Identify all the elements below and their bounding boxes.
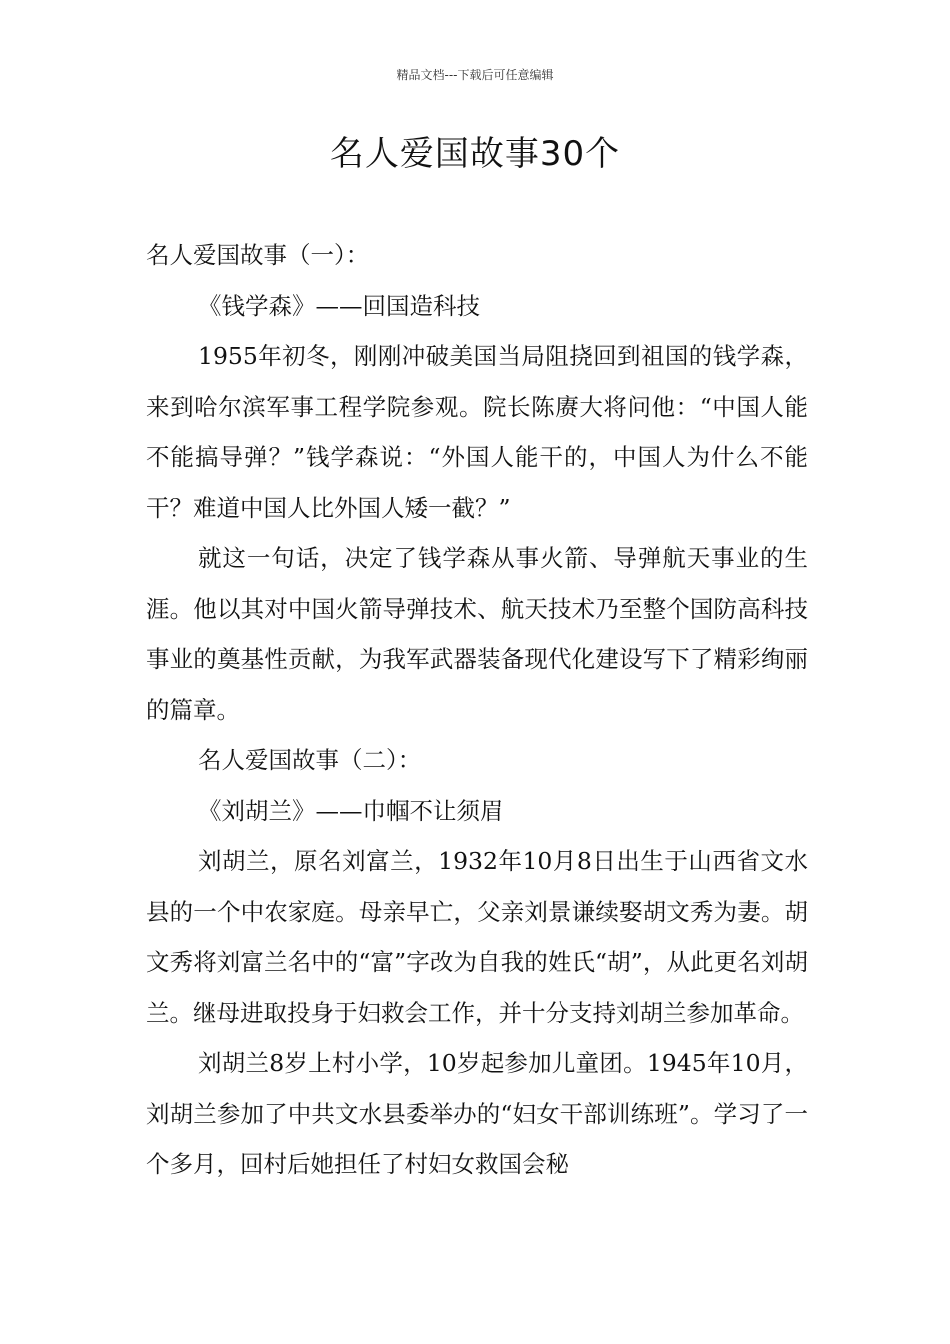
page-header-note: 精品文档---下载后可任意编辑 bbox=[396, 68, 554, 82]
section-heading-1: 名人爱国故事（一）： bbox=[146, 241, 370, 269]
document-title: 名人爱国故事30个 bbox=[329, 134, 621, 174]
document-body bbox=[146, 230, 808, 1190]
story-title-1: 《钱学森》——回国造科技 bbox=[198, 291, 480, 320]
story-paragraph: 刘胡兰8岁上村小学，10岁起参加儿童团。1945年10月，刘胡兰参加了中共文水县委举办的“妇女干部训练班”。学习了一个多月，回村后她担任了村妇女救国会秘 bbox=[146, 1049, 808, 1178]
story-paragraph: 1955年初冬，刚刚冲破美国当局阻挠回到祖国的钱学森，来到哈尔滨军事工程学院参观。院长陈赓大将问他：“中国人能不能搞导弹？”钱学森说：“外国人能干的，中国人为什么不能干？难道中国人比外国人矮一截？” bbox=[146, 342, 808, 522]
story-title-2: 《刘胡兰》——巾帼不让须眉 bbox=[198, 796, 504, 825]
story-paragraph: 刘胡兰，原名刘富兰，1932年10月8日出生于山西省文水县的一个中农家庭。母亲早亡，父亲刘景谦续娶胡文秀为妻。胡文秀将刘富兰名中的“富”字改为自我的姓氏“胡”，从此更名刘胡兰。继母进取投身于妇救会工作，并十分支持刘胡兰参加革命。 bbox=[146, 847, 808, 1027]
section-heading-2: 名人爱国故事（二）： bbox=[198, 746, 422, 774]
story-paragraph: 就这一句话，决定了钱学森从事火箭、导弹航天事业的生涯。他以其对中国火箭导弹技术、航天技术乃至整个国防高科技事业的奠基性贡献，为我军武器装备现代化建设写下了精彩绚丽的篇章。 bbox=[146, 544, 808, 724]
